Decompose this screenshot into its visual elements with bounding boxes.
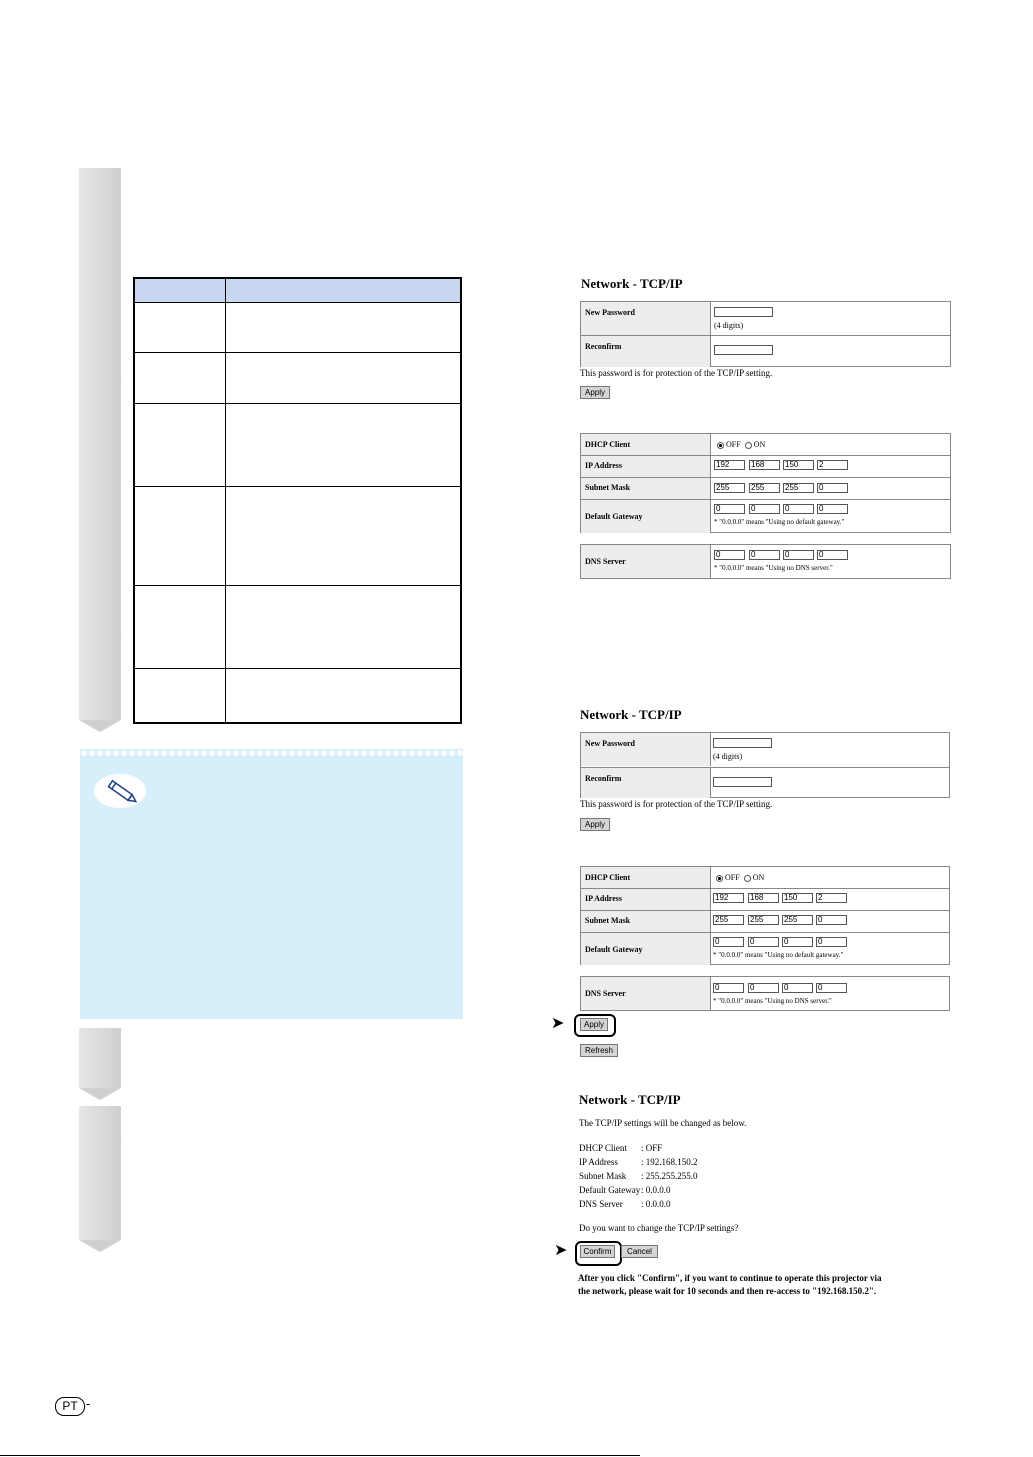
subnet2-octet-2[interactable]: 255: [748, 915, 779, 925]
subnet-label-2: Subnet Mask: [585, 916, 631, 925]
dhcp-on-radio[interactable]: [745, 442, 752, 449]
arrow-right-icon: ➤: [551, 1015, 565, 1032]
refresh-button[interactable]: Refresh: [580, 1044, 618, 1057]
ip-octet-2[interactable]: 168: [749, 460, 780, 470]
step-bar-1: [79, 168, 121, 720]
tcpip-form-2: [580, 866, 950, 965]
password-form-2: [580, 732, 950, 798]
step-bar-3: [79, 1106, 121, 1240]
new-password-input[interactable]: [714, 307, 773, 317]
new-password-input-2[interactable]: [713, 738, 772, 748]
dns-octet-3[interactable]: 0: [783, 550, 814, 560]
ip-label-2: IP Address: [585, 894, 622, 903]
gateway-note: * "0.0.0.0" means "Using no default gateway.": [714, 518, 845, 526]
ip2-octet-2[interactable]: 168: [748, 893, 779, 903]
page-number-dash: -: [86, 1396, 91, 1411]
change-intro: The TCP/IP settings will be changed as below.: [579, 1118, 747, 1128]
apply-button-2[interactable]: Apply: [580, 818, 610, 831]
subnet-label: Subnet Mask: [585, 483, 631, 492]
digits-hint: (4 digits): [714, 321, 744, 330]
dns-octet-2[interactable]: 0: [749, 550, 780, 560]
reconfirm-label-2: Reconfirm: [585, 774, 622, 783]
gateway-octet-4[interactable]: 0: [817, 504, 848, 514]
dns-label: DNS Server: [585, 557, 626, 566]
subnet-octet-4[interactable]: 0: [817, 483, 848, 493]
subnet-octet-1[interactable]: 255: [714, 483, 745, 493]
dhcp-on-label: ON: [753, 440, 766, 449]
ip2-octet-4[interactable]: 2: [816, 893, 847, 903]
dhcp-label-2: DHCP Client: [585, 873, 631, 882]
settings-table: [133, 277, 462, 724]
gateway-label: Default Gateway: [585, 512, 643, 521]
tcpip-form: [580, 433, 951, 533]
after-confirm-line-2: the network, please wait for 10 seconds and then re-access to "192.168.150.2".: [578, 1286, 877, 1296]
dns-note-2: * "0.0.0.0" means "Using no DNS server.": [713, 997, 832, 1005]
dhcp-radio-group-2: [716, 873, 764, 882]
summary-row: Default Gateway: 0.0.0.0: [579, 1185, 671, 1195]
dns-form: [580, 544, 951, 579]
subnet2-octet-3[interactable]: 255: [782, 915, 813, 925]
language-badge: PT: [55, 1397, 85, 1416]
ip-label: IP Address: [585, 461, 622, 470]
dhcp-off-radio-2[interactable]: [716, 875, 723, 882]
screen2-title: Network - TCP/IP: [580, 707, 682, 722]
dns-form-2: [580, 976, 950, 1011]
bottom-rule: [0, 1455, 640, 1456]
screen1-title: Network - TCP/IP: [581, 276, 683, 291]
dns-octet-1[interactable]: 0: [714, 550, 745, 560]
reconfirm-input-2[interactable]: [713, 777, 772, 787]
screen3-title: Network - TCP/IP: [579, 1092, 681, 1107]
dhcp-label: DHCP Client: [585, 440, 631, 449]
ip-octet-1[interactable]: 192: [714, 460, 745, 470]
digits-hint-2: (4 digits): [713, 752, 743, 761]
dhcp-on-label-2: ON: [752, 873, 765, 882]
dns2-octet-1[interactable]: 0: [713, 983, 744, 993]
protection-note-2: This password is for protection of the TCP/IP setting.: [580, 799, 773, 809]
reconfirm-label: Reconfirm: [585, 342, 622, 351]
gateway-octet-1[interactable]: 0: [714, 504, 745, 514]
dhcp-on-radio-2[interactable]: [744, 875, 751, 882]
dhcp-off-label: OFF: [726, 440, 741, 449]
subnet2-octet-1[interactable]: 255: [713, 915, 744, 925]
ip2-octet-1[interactable]: 192: [713, 893, 744, 903]
dhcp-off-radio[interactable]: [717, 442, 724, 449]
dhcp-radio-group: [717, 440, 765, 449]
change-question: Do you want to change the TCP/IP settings?: [579, 1223, 739, 1233]
pencil-icon: [92, 771, 148, 811]
ip-octet-3[interactable]: 150: [783, 460, 814, 470]
after-confirm-line-1: After you click "Confirm", if you want to continue to operate this projector via: [578, 1273, 882, 1283]
dns2-octet-4[interactable]: 0: [816, 983, 847, 993]
summary-row: DNS Server : 0.0.0.0: [579, 1199, 671, 1209]
apply-button-3[interactable]: Apply: [580, 1018, 608, 1031]
gateway2-octet-4[interactable]: 0: [816, 937, 847, 947]
new-password-label-2: New Password: [585, 739, 635, 748]
gateway-label-2: Default Gateway: [585, 945, 643, 954]
arrow-right-icon: ➤: [554, 1242, 568, 1259]
summary-row: DHCP Client : OFF: [579, 1143, 663, 1153]
confirm-button[interactable]: Confirm: [580, 1245, 615, 1258]
dns-note: * "0.0.0.0" means "Using no DNS server.": [714, 564, 833, 572]
dns2-octet-2[interactable]: 0: [748, 983, 779, 993]
summary-row: IP Address : 192.168.150.2: [579, 1157, 698, 1167]
ip-octet-4[interactable]: 2: [817, 460, 848, 470]
protection-note: This password is for protection of the TCP/IP setting.: [580, 368, 773, 378]
gateway2-octet-1[interactable]: 0: [713, 937, 744, 947]
subnet-octet-2[interactable]: 255: [749, 483, 780, 493]
dns2-octet-3[interactable]: 0: [782, 983, 813, 993]
new-password-label: New Password: [585, 308, 635, 317]
dhcp-off-label-2: OFF: [725, 873, 740, 882]
cancel-button[interactable]: Cancel: [621, 1245, 658, 1258]
password-form: [580, 301, 951, 367]
gateway-octet-3[interactable]: 0: [783, 504, 814, 514]
gateway2-octet-2[interactable]: 0: [748, 937, 779, 947]
summary-row: Subnet Mask : 255.255.255.0: [579, 1171, 698, 1181]
dns-octet-4[interactable]: 0: [817, 550, 848, 560]
gateway2-octet-3[interactable]: 0: [782, 937, 813, 947]
subnet2-octet-4[interactable]: 0: [816, 915, 847, 925]
subnet-octet-3[interactable]: 255: [783, 483, 814, 493]
note-box: [80, 749, 463, 1019]
table-header: [135, 279, 460, 303]
apply-button-1[interactable]: Apply: [580, 386, 610, 399]
gateway-octet-2[interactable]: 0: [749, 504, 780, 514]
gateway-note-2: * "0.0.0.0" means "Using no default gateway.": [713, 951, 844, 959]
step-bar-2: [79, 1028, 121, 1088]
reconfirm-input[interactable]: [714, 345, 773, 355]
ip2-octet-3[interactable]: 150: [782, 893, 813, 903]
dns-label-2: DNS Server: [585, 989, 626, 998]
